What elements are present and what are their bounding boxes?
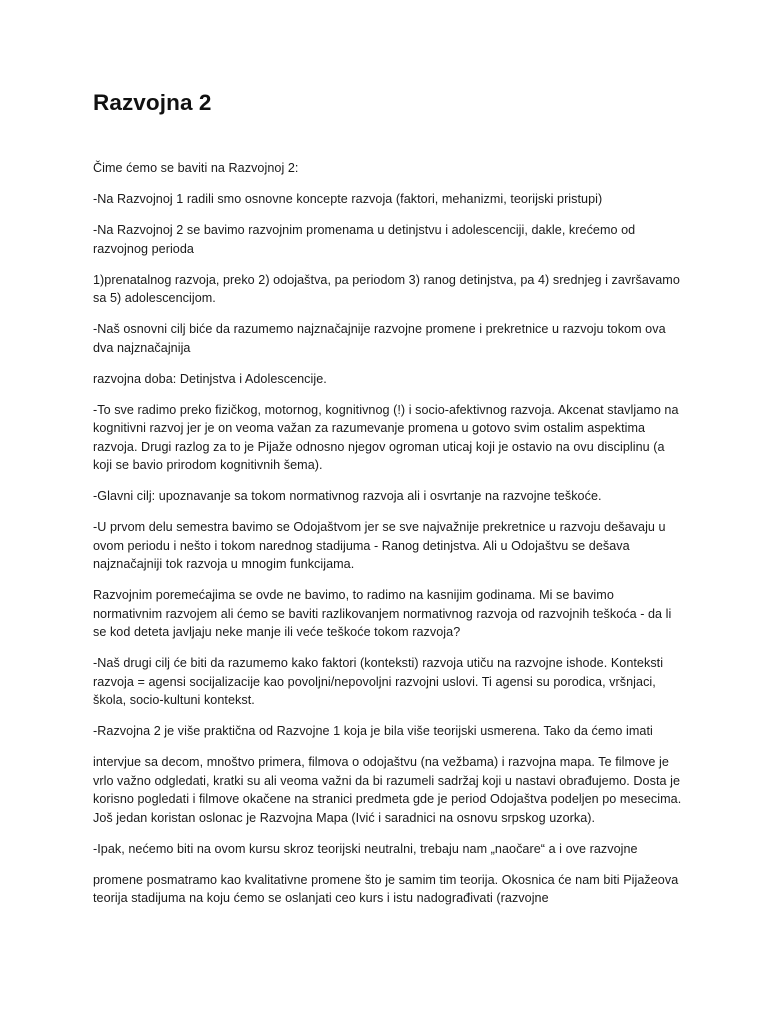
paragraph: promene posmatramo kao kvalitativne promene što je samim tim teorija. Okosnica će nam biti Pijažeova teorija stadijuma na koju ćemo se oslanjati ceo kurs i istu nadograđivati (razvojne <box>93 872 679 905</box>
paragraph: -Na Razvojnoj 2 se bavimo razvojnim promenama u detinjstvu i adolescenciji, dakle, krećemo od razvojnog perioda <box>93 223 636 256</box>
paragraph: -U prvom delu semestra bavimo se Odojaštvom jer se sve najvažnije prekretnice u razvoju dešavaju u ovom periodu i nešto i tokom narednog stadijuma - Ranog detinjstva. Ali u Odojaštvu se dešava najznačajniji tok razvoja u mnogim funkcijama. <box>93 520 666 571</box>
document-body <box>93 88 683 920</box>
paragraph: -Ipak, nećemo biti na ovom kursu skroz teorijski neutralni, trebaju nam „naočare“ a i ove razvojne <box>93 841 638 856</box>
paragraph: razvojna doba: Detinjstva i Adolescencije. <box>93 371 327 386</box>
paragraph: 1)prenatalnog razvoja, preko 2) odojaštva, pa periodom 3) ranog detinjstva, pa 4) srednjeg i završavamo sa 5) adolescencijom. <box>93 272 680 305</box>
paragraph: Razvojnim poremećajima se ovde ne bavimo, to radimo na kasnijim godinama. Mi se bavimo normativnim razvojem ali ćemo se baviti razlikovanjem normativnog razvoja od razvojnih teškoća - da li se kod deteta javljaju neke manje ili veće teškoće tokom razvoja? <box>93 588 672 639</box>
paragraph: Čime ćemo se baviti na Razvojnoj 2: <box>93 161 299 175</box>
paragraph: -Razvojna 2 je više praktična od Razvojne 1 koja je bila više teorijski usmerena. Tako da ćemo imati <box>93 724 653 738</box>
paragraph: -To sve radimo preko fizičkog, motornog, kognitivnog (!) i socio-afektivnog razvoja. Akcenat stavljamo na kognitivni razvoj jer je on veoma važan za razumevanje promena u gotovo svim ostalim aspektima razvoja. Drugi razlog za to je Pijaže odnosno njegov ogroman uticaj koji je ostavio na ovu disciplinu (a koji se bavio prirodom kognitivnih šema). <box>93 402 679 472</box>
paragraph: -Glavni cilj: upoznavanje sa tokom normativnog razvoja ali i osvrtanje na razvojne teškoće. <box>93 489 602 503</box>
paragraph: -Na Razvojnoj 1 radili smo osnovne koncepte razvoja (faktori, mehanizmi, teorijski pristupi) <box>93 192 603 206</box>
paragraph: intervjue sa decom, mnoštvo primera, filmova o odojaštvu (na vežbama) i razvojna mapa. Te filmove je vrlo važno odgledati, kratki su ali veoma važni da bi razumeli sadržaj koji u nastavi obrađujemo. Dosta je korisno pogledati i filmove okačene na stranici predmeta gde je period Odojaštva podeljen po mesecima. Još jedan koristan oslonac je Razvojna Mapa (Ivić i saradnici na osnovu srpskog uzorka). <box>93 755 682 825</box>
paragraph: -Naš drugi cilj će biti da razumemo kako faktori (konteksti) razvoja utiču na razvojne ishode. Konteksti razvoja = agensi socijalizacije kao povoljni/nepovoljni razvojni uslovi. Ti agensi su porodica, vršnjaci, škola, socio-kultuni kontekst. <box>93 656 664 707</box>
document-title: Razvojna 2 <box>93 90 212 115</box>
paragraph: -Naš osnovni cilj biće da razumemo najznačajnije razvojne promene i prekretnice u razvoju tokom ova dva najznačajnija <box>93 322 666 355</box>
